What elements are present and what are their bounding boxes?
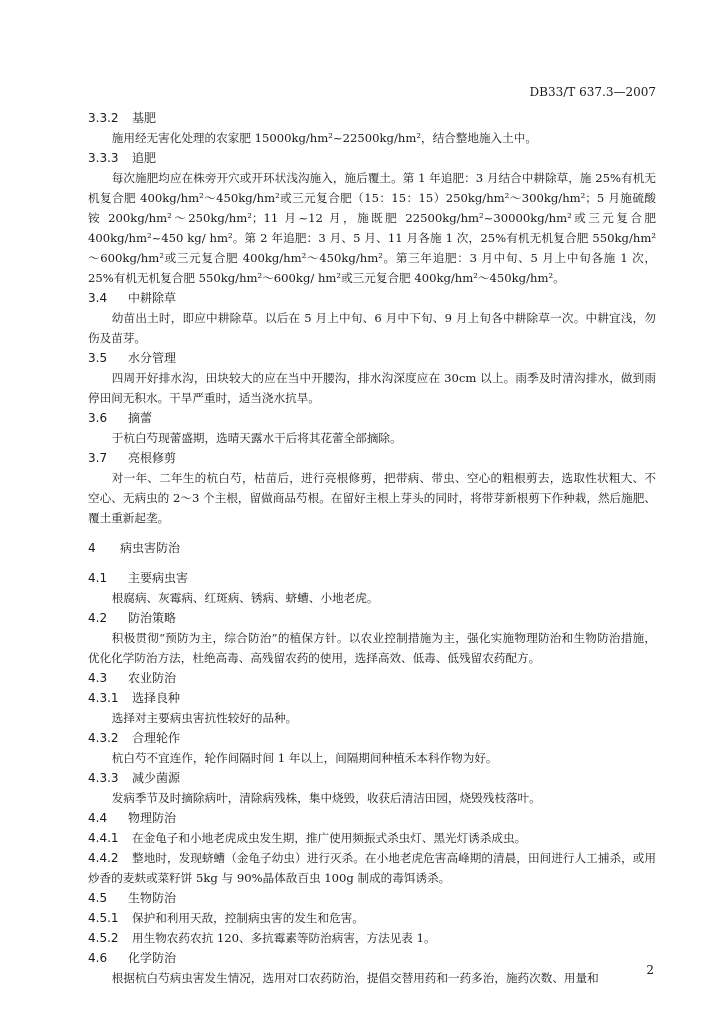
section-number: 4.4.1	[88, 831, 119, 845]
section-title: 生物防治	[128, 891, 177, 905]
section-title: 物理防治	[128, 811, 177, 825]
numbered-paragraph	[88, 908, 656, 928]
section-number: 4.2	[88, 611, 108, 625]
section-number: 4.6	[88, 951, 108, 965]
paragraph-text: 用生物农药农抗 120、多抗霉素等防治病害，方法见表 1。	[132, 931, 436, 945]
section-gap	[88, 528, 656, 538]
section-number: 3.3.3	[88, 151, 119, 165]
section-number: 3.6	[88, 411, 108, 425]
section-heading	[88, 728, 656, 748]
section-number: 4.3.1	[88, 691, 119, 705]
paragraph: 幼苗出土时，即应中耕除草。以后在 5 月上中旬、6 月中下旬、9 月上旬各中耕除草一次。中耕宜浅，勿伤及苗芽。	[88, 311, 656, 345]
section-gap	[88, 558, 656, 568]
section-number: 4.4	[88, 811, 108, 825]
section-number: 4.4.2	[88, 851, 119, 865]
section-number: 4.3.3	[88, 771, 119, 785]
paragraph: 积极贯彻“预防为主，综合防治”的植保方针。以农业控制措施为主，强化实施物理防治和生物防治措施，优化化学防治方法，杜绝高毒、高残留农药的使用，选择高效、低毒、低残留农药配方。	[88, 631, 656, 665]
paragraph-text: 在金龟子和小地老虎成虫发生期，推广使用频振式杀虫灯、黑光灯诱杀成虫。	[132, 831, 527, 845]
section-heading	[88, 288, 656, 308]
section-heading	[88, 768, 656, 788]
paragraph: 根腐病、灰霉病、红斑病、锈病、蛴螬、小地老虎。	[111, 591, 379, 605]
paragraph: 每次施肥均应在株旁开穴或开环状浅沟施入，施后覆土。第 1 年追肥：3 月结合中耕除草，施 25%有机无机复合肥 400kg/hm²～450kg/hm²或三元复合肥（15：15：15）250kg/hm²～300kg/hm²；5 月施硫酸铵 200kg/hm²～250kg/hm²；11 月~12 月，施既肥 22500kg/hm²~30000kg/hm²或三元复合肥 400kg/hm²~450 kg/ hm²。第 2 年追肥：3 月、5 月、11 月各施 1 次，25%有机无机复合肥 550kg/hm²～600kg/hm²或三元复合肥 400kg/hm²～450kg/hm²。第三年追肥：3 月中旬、5 月上中旬各施 1 次，25%有机无机复合肥 550kg/hm²～600kg/ hm²或三元复合肥 400kg/hm²～450kg/hm²。	[88, 171, 656, 285]
numbered-paragraph	[88, 848, 656, 888]
paragraph-text: 保护和利用天敌，控制病虫害的发生和危害。	[132, 911, 364, 925]
section-heading	[88, 568, 656, 588]
section-title: 水分管理	[128, 351, 177, 365]
section-heading	[88, 948, 656, 968]
section-number: 4.3	[88, 671, 108, 685]
numbered-paragraph	[88, 828, 656, 848]
section-title: 主要病虫害	[128, 571, 189, 585]
section-title: 病虫害防治	[120, 541, 181, 555]
section-title: 摘蕾	[128, 411, 153, 425]
standard-code: DB33/T 637.3—2007	[529, 85, 656, 99]
section-number: 4.3.2	[88, 731, 119, 745]
section-number: 3.7	[88, 451, 108, 465]
paragraph: 发病季节及时摘除病叶，清除病残株，集中烧毁，收获后清洁田园，烧毁残枝落叶。	[111, 791, 541, 805]
page-number: 2	[646, 963, 654, 977]
section-title: 化学防治	[128, 951, 177, 965]
document-body	[88, 108, 656, 988]
paragraph: 施用经无害化处理的农家肥 15000kg/hm²~22500kg/hm²，结合整地施入土中。	[111, 131, 537, 145]
paragraph: 根据杭白芍病虫害发生情况，选用对口农药防治，提倡交替用药和一药多治，施药次数、用量和	[111, 971, 599, 985]
paragraph: 于杭白芍现蕾盛期，选晴天露水干后将其花蕾全部摘除。	[111, 431, 402, 445]
section-title: 中耕除草	[128, 291, 177, 305]
section-heading	[88, 538, 656, 558]
section-heading	[88, 448, 656, 468]
paragraph: 四周开好排水沟，田块较大的应在当中开腰沟，排水沟深度应在 30cm 以上。雨季及时清沟排水，做到雨停田间无积水。干旱严重时，适当浇水抗旱。	[88, 371, 656, 405]
paragraph-text: 整地时，发现蛴螬（金龟子幼虫）进行灭杀。在小地老虎危害高峰期的清晨，田间进行人工捕杀，或用炒香的麦麸或菜籽饼 5kg 与 90%晶体敌百虫 100g 制成的毒饵诱杀。	[88, 851, 656, 885]
section-title: 减少菌源	[132, 771, 181, 785]
section-title: 追肥	[132, 151, 157, 165]
section-number: 3.5	[88, 351, 108, 365]
section-heading	[88, 668, 656, 688]
paragraph: 选择对主要病虫害抗性较好的品种。	[111, 711, 298, 725]
paragraph: 杭白芍不宜连作，轮作间隔时间 1 年以上，间隔期间种植禾本科作物为好。	[111, 751, 498, 765]
section-heading	[88, 408, 656, 428]
section-title: 基肥	[132, 111, 157, 125]
numbered-paragraph	[88, 928, 656, 948]
section-heading	[88, 108, 656, 128]
section-title: 农业防治	[128, 671, 177, 685]
section-title: 亮根修剪	[128, 451, 177, 465]
section-heading	[88, 608, 656, 628]
section-heading	[88, 348, 656, 368]
section-number: 4.5.1	[88, 911, 119, 925]
section-title: 防治策略	[128, 611, 177, 625]
section-title: 选择良种	[132, 691, 181, 705]
section-number: 4.5.2	[88, 931, 119, 945]
section-number: 4.5	[88, 891, 108, 905]
section-number: 3.3.2	[88, 111, 119, 125]
section-title: 合理轮作	[132, 731, 181, 745]
section-heading	[88, 688, 656, 708]
section-number: 4	[88, 541, 96, 555]
section-number: 4.1	[88, 571, 108, 585]
section-number: 3.4	[88, 291, 108, 305]
section-heading	[88, 148, 656, 168]
section-heading	[88, 888, 656, 908]
section-heading	[88, 808, 656, 828]
paragraph: 对一年、二年生的杭白芍，枯苗后，进行亮根修剪，把带病、带虫、空心的粗根剪去，选取性状粗大、不空心、无病虫的 2～3 个主根，留做商品芍根。在留好主根上芽头的同时，将带芽新根剪下作种栽，然后施肥、覆土重新起垄。	[88, 471, 656, 525]
